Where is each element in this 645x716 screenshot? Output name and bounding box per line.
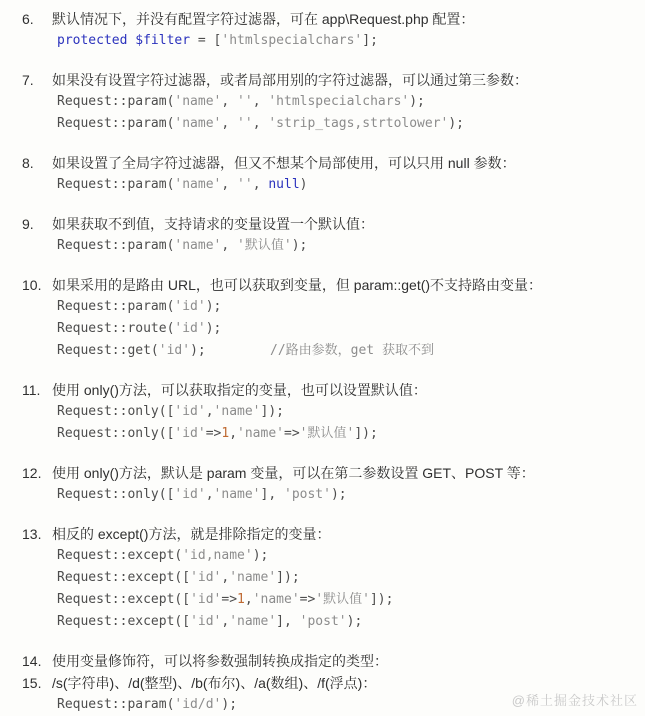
code-line: [0, 423, 645, 445]
code-segment: );: [205, 299, 222, 314]
code-segment: );: [205, 321, 222, 336]
code-segment: = [: [190, 33, 222, 48]
code-line: [0, 235, 645, 257]
code-segment: '': [237, 116, 253, 131]
list-item-6: [0, 8, 645, 52]
code-segment: ,: [205, 404, 214, 419]
code-segment: 'name': [174, 94, 222, 109]
code-line: [0, 401, 645, 423]
code-line: [0, 174, 645, 196]
code-comment: //路由参数，get 获取不到: [270, 343, 434, 358]
item-text: 如果获取不到值，支持请求的变量设置一个默认值：: [52, 216, 374, 232]
code-segment: 'strip_tags,strtolower': [268, 116, 449, 131]
code-segment: ): [299, 177, 308, 192]
item-text: 如果设置了全局字符过滤器，但又不想某个局部使用，可以只用 null 参数：: [52, 155, 516, 171]
code-line: [0, 589, 645, 611]
code-segment: '': [237, 94, 253, 109]
list-item-8: [0, 152, 645, 196]
item-title-line: [0, 523, 645, 545]
item-text: 使用 only()方法，可以获取指定的变量，也可以设置默认值：: [52, 382, 427, 398]
item-title-line: [0, 650, 645, 672]
code-segment: 'post': [284, 487, 331, 502]
code-segment: 'id': [174, 487, 206, 502]
code-segment: 'name': [229, 614, 277, 629]
code-segment: Request::except([: [57, 592, 191, 607]
code-segment: );: [346, 614, 363, 629]
code-segment: 'name': [252, 592, 300, 607]
list-item-10: [0, 274, 645, 362]
code-segment: Request::get(: [57, 343, 159, 358]
code-line: [0, 91, 645, 113]
code-segment: Request::param(: [57, 299, 175, 314]
code-line: [0, 545, 645, 567]
item-number: 8.: [22, 155, 34, 171]
code-segment: ,: [221, 177, 238, 192]
item-number: 7.: [22, 72, 34, 88]
code-segment: 'id': [190, 570, 222, 585]
code-segment: 'id': [174, 404, 206, 419]
item-text: 使用 only()方法，默认是 param 变量，可以在第二参数设置 GET、POST 等：: [52, 465, 535, 481]
code-line: [0, 611, 645, 633]
code-segment: Request::except([: [57, 614, 191, 629]
item-title-line: [0, 379, 645, 401]
item-title-line: [0, 274, 645, 296]
list-item-7: [0, 69, 645, 135]
code-segment: =>: [299, 592, 316, 607]
list-item-11: [0, 379, 645, 445]
code-segment: 'id': [174, 426, 206, 441]
code-segment: Request::only([: [57, 426, 175, 441]
code-segment: ,: [221, 116, 238, 131]
code-segment: Request::param(: [57, 116, 175, 131]
item-number: 10.: [22, 277, 42, 293]
code-segment: ],: [276, 614, 300, 629]
code-segment: Request::except(: [57, 548, 183, 563]
item-number: 13.: [22, 526, 42, 542]
code-segment: 'id,name': [182, 548, 253, 563]
watermark: @稀土掘金技术社区: [511, 693, 638, 708]
code-segment: 'id/d': [174, 697, 222, 712]
code-segment: ,: [205, 487, 214, 502]
code-segment: '默认值': [299, 426, 355, 441]
item-number: 9.: [22, 216, 34, 232]
code-segment: 'name': [213, 487, 261, 502]
code-segment: 'id': [190, 614, 222, 629]
item-number: 14.: [22, 653, 42, 669]
item-title-line: [0, 8, 645, 30]
code-segment: 'id': [174, 321, 206, 336]
item-number: 12.: [22, 465, 42, 481]
code-line: [0, 113, 645, 135]
code-segment: );: [252, 548, 269, 563]
code-segment: 'name': [174, 238, 222, 253]
item-text: 如果采用的是路由 URL，也可以获取到变量，但 param::get()不支持路由变量：: [52, 277, 543, 293]
code-segment: Request::only([: [57, 487, 175, 502]
code-segment: =>: [205, 426, 222, 441]
item-text: 使用变量修饰符，可以将参数强制转换成指定的类型：: [52, 653, 388, 669]
code-segment: 'name': [229, 570, 277, 585]
code-segment: Request::only([: [57, 404, 175, 419]
item-number: 15.: [22, 675, 42, 691]
code-line: [0, 340, 645, 362]
code-segment: 1: [237, 592, 245, 607]
code-segment: 'id': [174, 299, 206, 314]
code-segment: );: [409, 94, 425, 109]
item-text: 如果没有设置字符过滤器，或者局部用别的字符过滤器，可以通过第三参数：: [52, 72, 528, 88]
code-line: [0, 567, 645, 589]
code-segment: 'id': [190, 592, 222, 607]
list-item-14: [0, 650, 645, 672]
code-segment: 'name': [174, 177, 222, 192]
code-segment: 'name': [174, 116, 222, 131]
code-line: [0, 318, 645, 340]
code-segment: null: [268, 177, 300, 192]
code-segment: '': [237, 177, 253, 192]
item-title-line: [0, 213, 645, 235]
code-segment: =>: [284, 426, 300, 441]
code-segment: ,: [252, 177, 269, 192]
code-segment: =>: [221, 592, 238, 607]
code-segment: ]);: [369, 592, 394, 607]
code-segment: );: [221, 697, 238, 712]
code-segment: 'post': [299, 614, 347, 629]
code-segment: '默认值': [315, 592, 370, 607]
code-segment: Request::param(: [57, 94, 175, 109]
code-segment: );: [330, 487, 347, 502]
code-segment: ,: [244, 592, 253, 607]
code-segment: 'name': [213, 404, 261, 419]
code-segment: ,: [252, 116, 269, 131]
code-line: [0, 296, 645, 318]
code-segment: ];: [362, 33, 378, 48]
item-title-line: [0, 462, 645, 484]
code-segment: Request::param(: [57, 177, 175, 192]
code-segment: ,: [252, 94, 269, 109]
code-segment: Request::route(: [57, 321, 175, 336]
code-segment: ,: [221, 614, 230, 629]
code-segment: 1: [221, 426, 230, 441]
code-segment: 'htmlspecialchars': [221, 33, 363, 48]
code-segment: );: [190, 343, 206, 358]
code-segment: ]);: [276, 570, 300, 585]
code-segment: Request::param(: [57, 238, 175, 253]
item-text: 相反的 except()方法，就是排除指定的变量：: [52, 526, 331, 542]
item-title-line: [0, 152, 645, 174]
code-line: [0, 30, 645, 52]
code-segment: );: [448, 116, 465, 131]
code-segment: ],: [260, 487, 284, 502]
code-segment: 'htmlspecialchars': [268, 94, 410, 109]
item-number: 6.: [22, 11, 34, 27]
code-segment: '默认值': [237, 238, 292, 253]
list-item-9: [0, 213, 645, 257]
item-text: /s(字符串)、/d(整型)、/b(布尔)、/a(数组)、/f(浮点)：: [52, 675, 377, 691]
code-segment: Request::except([: [57, 570, 191, 585]
item-number: 11.: [22, 382, 41, 398]
code-line: [0, 484, 645, 506]
code-segment: ]);: [354, 426, 378, 441]
code-segment: ,: [221, 570, 230, 585]
code-segment: 'name': [237, 426, 284, 441]
code-segment: ,: [221, 238, 238, 253]
code-segment: 'id': [158, 343, 191, 358]
code-segment: ]);: [260, 404, 284, 419]
code-segment: );: [291, 238, 308, 253]
code-segment: ,: [229, 426, 238, 441]
code-segment: protected $filter: [57, 33, 191, 48]
item-text: 默认情况下，并没有配置字符过滤器，可在 app\Request.php 配置：: [52, 11, 475, 27]
code-segment: Request::param(: [57, 697, 175, 712]
code-segment: ,: [221, 94, 238, 109]
list-item-12: [0, 462, 645, 506]
list-item-13: [0, 523, 645, 633]
item-title-line: [0, 69, 645, 91]
